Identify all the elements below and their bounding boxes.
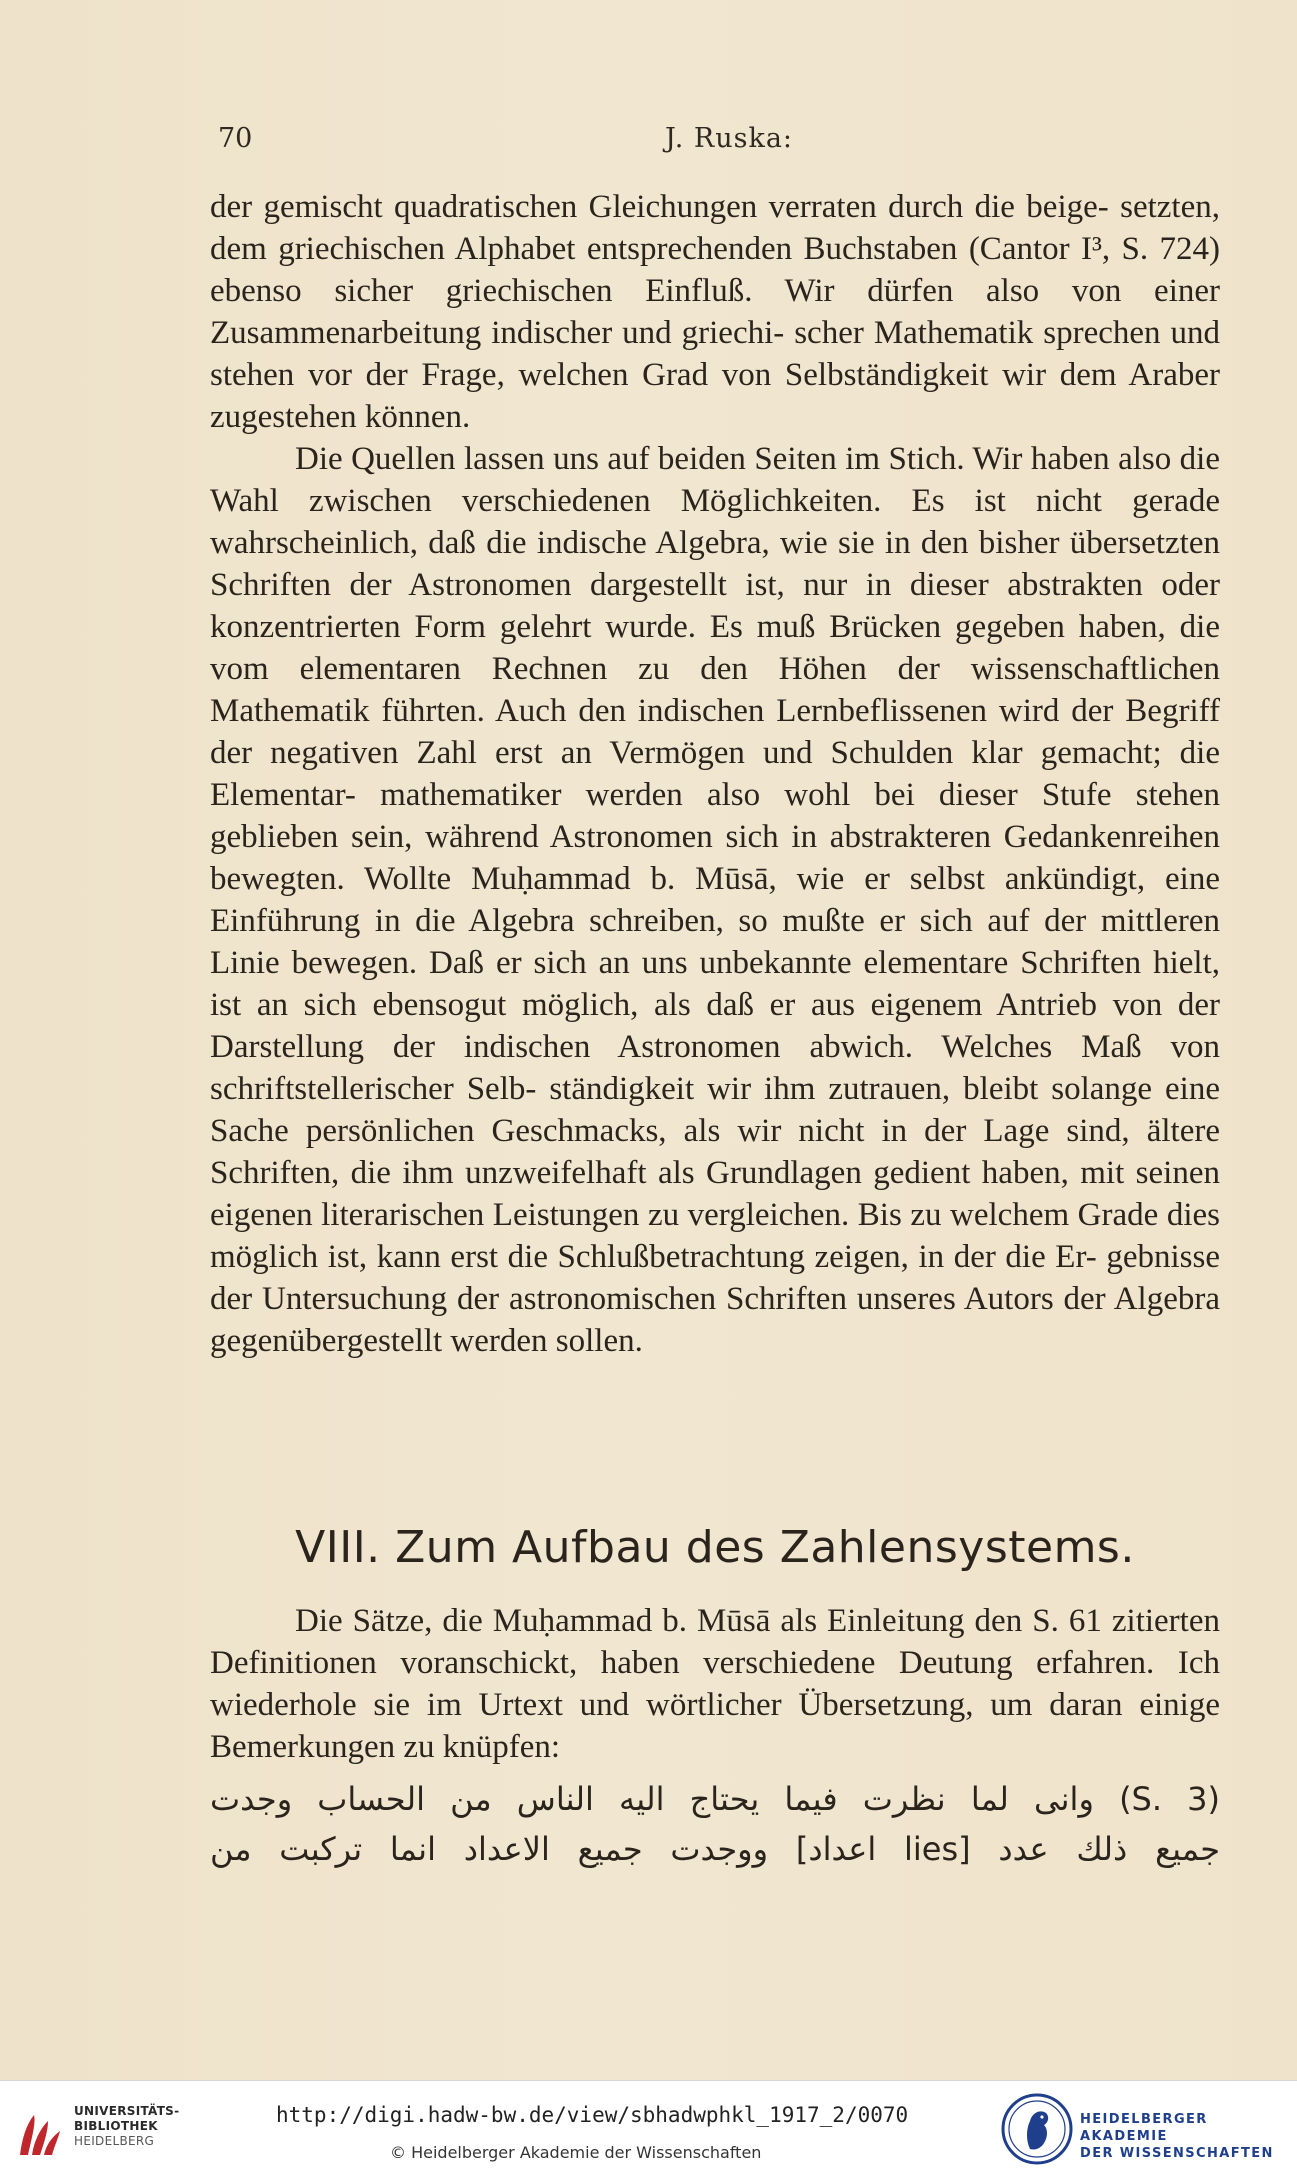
running-title: J. Ruska: xyxy=(665,123,794,154)
footer-bar xyxy=(0,2080,1297,2175)
arabic-text-2b: ووجدت جميع الاعداد انما تركبت من xyxy=(210,1830,769,1868)
section-heading: VIII. Zum Aufbau des Zahlensystems. xyxy=(295,1522,1135,1573)
academy-name-line-1: HEIDELBERGER AKADEMIE xyxy=(1080,2112,1208,2144)
running-head xyxy=(210,123,1210,163)
paragraph-2: Die Quellen lassen uns auf beiden Seiten im Stich. Wir haben also die Wahl zwischen verschiedenen Möglichkeiten. Es ist nicht gerade wahrscheinlich, daß die indische Algebra, wie sie in den bisher übersetzten Schriften der Astronomen dargestellt ist, nur in dieser abstrakten oder konzentrierten Form gelehrt wurde. Es muß Brücken gegeben haben, die vom elementaren Rechnen zu den Höhen der wissenschaftlichen Mathematik führten. Auch den indischen Lernbeflissenen wird der Begriff der negativen Zahl erst an Vermögen und Schulden klar gemacht; die Elementar- mathematiker werden also wohl bei dieser Stufe stehen geblieben sein, während Astronomen sich in abstrakteren Gedankenreihen bewegten. Wollte Muḥammad b. Mūsā, wie er selbst ankündigt, eine Einführung in die Algebra schreiben, so mußte er sich auf der mittleren Linie bewegen. Daß er sich an uns unbekannte elementare Schriften hielt, ist an sich ebensogut möglich, als daß er aus eigenem Antrieb von der Darstellung der indischen Astronomen abwich. Welches Maß von schriftstellerischer Selb- ständigkeit wir ihm zutrauen, bleibt solange eine Sache persönlichen Geschmacks, als wir nicht in der Lage sind, ältere Schriften, die ihm unzweifelhaft als Grundlagen gedient haben, mit seinen eigenen literarischen Leistungen zu vergleichen. Bis zu welchem Grade dies möglich ist, kann erst die Schlußbetrachtung zeigen, in der die Er- gebnisse der Untersuchung der astronomischen Schriften unseres Autors der Algebra gegenübergestellt werden sollen. xyxy=(210,441,1220,1359)
arabic-source-ref: (S. 3) xyxy=(1119,1780,1221,1818)
library-name-line-1: UNIVERSITÄTS- xyxy=(74,2104,180,2118)
page-number: 70 xyxy=(218,123,253,154)
arabic-quote-line-2 xyxy=(210,1830,1220,1868)
permalink-url[interactable]: http://digi.hadw-bw.de/view/sbhadwphkl_1917_2/0070 xyxy=(276,2103,909,2127)
library-name xyxy=(74,2104,179,2149)
section-text xyxy=(210,1600,1220,1768)
copyright-notice: © Heidelberger Akademie der Wissenschaften xyxy=(390,2143,762,2162)
arabic-text-1: وانى لما نظرت فيما يحتاج اليه الناس من الحساب وجدت xyxy=(210,1780,1094,1818)
university-library-logo-icon xyxy=(14,2103,70,2159)
arabic-quote-line-1 xyxy=(210,1780,1220,1818)
arabic-text-2a: جميع ذلك عدد xyxy=(998,1830,1221,1868)
library-name-line-2: BIBLIOTHEK xyxy=(74,2119,158,2133)
body-text xyxy=(210,186,1220,1362)
academy-name-line-2: DER WISSENSCHAFTEN xyxy=(1080,2146,1274,2161)
section-paragraph: Die Sätze, die Muḥammad b. Mūsā als Einleitung den S. 61 zitierten Definitionen voranschickt, haben verschiedene Deutung erfahren. Ich wiederhole sie im Urtext und wörtlicher Übersetzung, um daran einige Bemerkungen zu knüpfen: xyxy=(210,1603,1220,1765)
paragraph-1: der gemischt quadratischen Gleichungen verraten durch die beige- setzten, dem griechischen Alphabet entsprechenden Buchstaben (Cantor I³, S. 724) ebenso sicher griechischen Einfluß. Wir dürfen also von einer Zusammenarbeitung indischer und griechi- scher Mathematik sprechen und stehen vor der Frage, welchen Grad von Selbständigkeit wir dem Araber zugestehen können. xyxy=(210,189,1220,435)
academy-name xyxy=(1080,2111,1297,2162)
library-name-line-3: HEIDELBERG xyxy=(74,2134,155,2148)
academy-seal-icon xyxy=(1000,2089,1074,2169)
arabic-bracket-note: [lies اعداد] xyxy=(795,1830,971,1868)
